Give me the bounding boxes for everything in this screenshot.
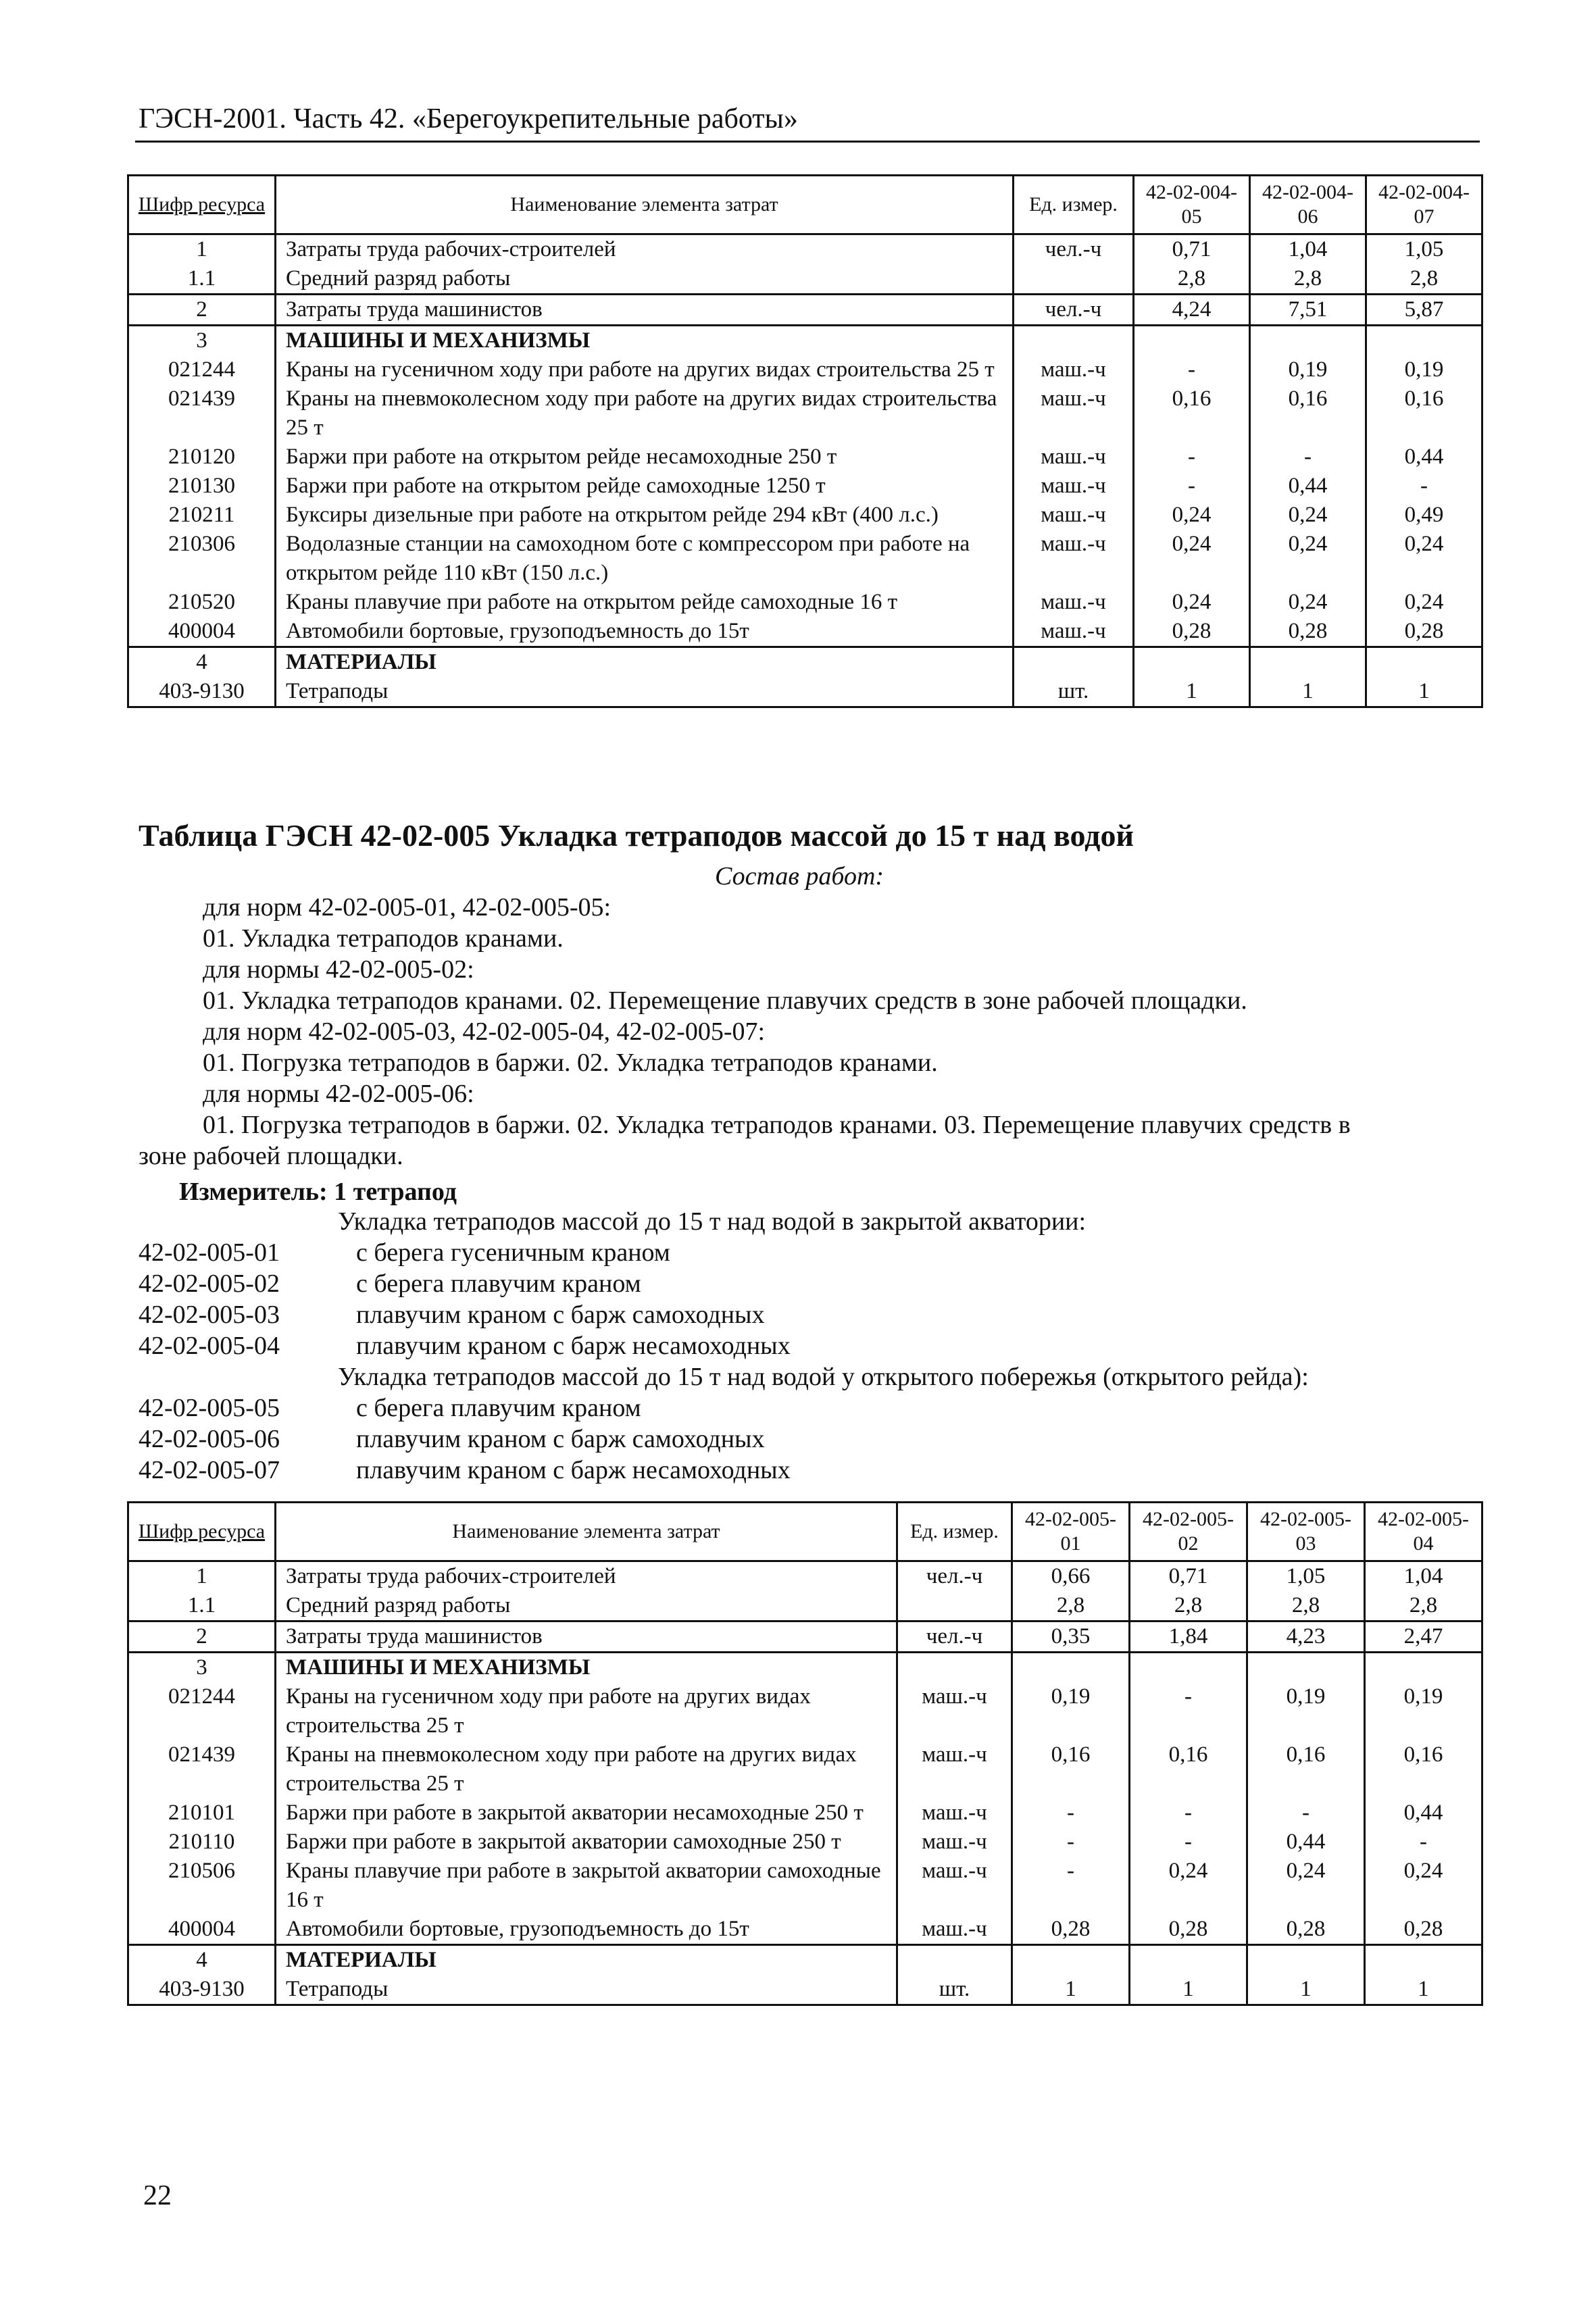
- norm-desc: плавучим краном с барж самоходных: [356, 1425, 765, 1453]
- row-value: 0,24: [1250, 588, 1366, 617]
- row-code: 021244: [128, 1682, 276, 1740]
- row-value: 1: [1012, 1975, 1130, 2005]
- row-value: 0,24: [1130, 1857, 1247, 1915]
- row-value: 0,24: [1134, 530, 1250, 588]
- row-value: 0,44: [1250, 472, 1366, 501]
- row-code: 403-9130: [128, 677, 276, 707]
- table-row: [128, 295, 1482, 326]
- norm-code: 42-02-005-06: [139, 1425, 280, 1453]
- row-code: 3: [128, 326, 276, 356]
- row-code: 210110: [128, 1828, 276, 1857]
- row-value: -: [1012, 1857, 1130, 1915]
- row-value: 1,05: [1247, 1561, 1365, 1592]
- row-value: 0,16: [1250, 384, 1366, 443]
- table-row: [128, 1621, 1482, 1653]
- row-name: Краны на пневмоколесном ходу при работе на других видах строительства 25 т: [276, 384, 1014, 443]
- row-unit: маш.-ч: [897, 1740, 1012, 1799]
- col-header-norm: 42-02-004-05: [1134, 176, 1250, 234]
- table-row: [128, 1682, 1482, 1740]
- row-code: 1: [128, 1561, 276, 1592]
- norm-group-title: Укладка тетраподов массой до 15 т над водой в закрытой акватории:: [338, 1207, 1087, 1236]
- row-value: 0,16: [1247, 1740, 1365, 1799]
- col-header-name: Наименование элемента затрат: [276, 1503, 897, 1561]
- row-value: 2,8: [1130, 1591, 1247, 1621]
- table-section-row: [128, 326, 1482, 356]
- row-value: 1: [1130, 1975, 1247, 2005]
- table-row: [128, 234, 1482, 265]
- table-header-row: [128, 1503, 1482, 1561]
- row-code: 2: [128, 1621, 276, 1653]
- row-unit: маш.-ч: [897, 1828, 1012, 1857]
- row-value: 0,19: [1012, 1682, 1130, 1740]
- table-row: [128, 1915, 1482, 1945]
- row-value: 4,23: [1247, 1621, 1365, 1653]
- row-value: -: [1012, 1828, 1130, 1857]
- row-value: 0,16: [1130, 1740, 1247, 1799]
- row-value: 0,28: [1366, 617, 1482, 647]
- norm-code: 42-02-005-01: [139, 1238, 280, 1267]
- row-value: 0,28: [1012, 1915, 1130, 1945]
- row-unit: маш.-ч: [1014, 617, 1134, 647]
- row-value: -: [1365, 1828, 1482, 1857]
- col-header-name: Наименование элемента затрат: [276, 176, 1014, 234]
- row-value: 2,8: [1247, 1591, 1365, 1621]
- row-value: 0,28: [1247, 1915, 1365, 1945]
- row-code: 400004: [128, 1915, 276, 1945]
- row-value: -: [1130, 1828, 1247, 1857]
- row-code: 210120: [128, 443, 276, 472]
- work-line: 01. Погрузка тетраподов в баржи. 02. Укладка тетраподов кранами. 03. Перемещение плавучих средств в: [203, 1111, 1351, 1139]
- row-code: 210211: [128, 501, 276, 530]
- row-unit: шт.: [1014, 677, 1134, 707]
- norm-desc: плавучим краном с барж несамоходных: [356, 1332, 791, 1360]
- work-line: для нормы 42-02-005-02:: [203, 955, 474, 984]
- row-value: 0,28: [1130, 1915, 1247, 1945]
- col-header-norm: 42-02-005-03: [1247, 1503, 1365, 1561]
- row-value: 0,19: [1366, 355, 1482, 384]
- row-unit: [1014, 264, 1134, 295]
- row-value: 1,04: [1365, 1561, 1482, 1592]
- row-name: Баржи при работе в закрытой акватории несамоходные 250 т: [276, 1799, 897, 1828]
- work-line: 01. Укладка тетраподов кранами. 02. Перемещение плавучих средств в зоне рабочей площадки.: [203, 986, 1247, 1015]
- norm-desc: плавучим краном с барж несамоходных: [356, 1456, 791, 1484]
- row-name: Затраты труда машинистов: [276, 1621, 897, 1653]
- row-unit: маш.-ч: [897, 1915, 1012, 1945]
- resource-table-004: [127, 174, 1483, 708]
- row-value: 0,44: [1366, 443, 1482, 472]
- table-row: [128, 1975, 1482, 2005]
- row-name: Тетраподы: [276, 677, 1014, 707]
- work-line: для норм 42-02-005-01, 42-02-005-05:: [203, 893, 612, 922]
- table-row: [128, 355, 1482, 384]
- row-value: 0,44: [1365, 1799, 1482, 1828]
- row-name: Автомобили бортовые, грузоподъемность до 15т: [276, 1915, 897, 1945]
- row-value: 4,24: [1134, 295, 1250, 326]
- row-code: 210506: [128, 1857, 276, 1915]
- work-line: для норм 42-02-005-03, 42-02-005-04, 42-02-005-07:: [203, 1017, 766, 1046]
- row-unit: чел.-ч: [897, 1621, 1012, 1653]
- table-row: [128, 588, 1482, 617]
- row-code: 4: [128, 1945, 276, 1976]
- table-row: [128, 264, 1482, 295]
- table-row: [128, 1561, 1482, 1592]
- row-value: 1: [1250, 677, 1366, 707]
- row-value: 0,24: [1250, 501, 1366, 530]
- row-unit: маш.-ч: [1014, 501, 1134, 530]
- row-unit: чел.-ч: [897, 1561, 1012, 1592]
- row-unit: маш.-ч: [1014, 530, 1134, 588]
- norm-desc: плавучим краном с барж самоходных: [356, 1301, 765, 1329]
- norm-desc: с берега плавучим краном: [356, 1269, 641, 1298]
- row-value: -: [1134, 472, 1250, 501]
- norm-desc: с берега плавучим краном: [356, 1394, 641, 1422]
- col-header-norm: 42-02-004-07: [1366, 176, 1482, 234]
- table-section-row: [128, 647, 1482, 678]
- table-section-row: [128, 1653, 1482, 1683]
- row-unit: маш.-ч: [897, 1682, 1012, 1740]
- work-line: 01. Укладка тетраподов кранами.: [203, 924, 564, 953]
- row-value: 0,16: [1366, 384, 1482, 443]
- row-value: 0,28: [1250, 617, 1366, 647]
- row-value: 2,8: [1134, 264, 1250, 295]
- col-header-unit: Ед. измер.: [897, 1503, 1012, 1561]
- row-value: -: [1134, 355, 1250, 384]
- row-value: 2,8: [1250, 264, 1366, 295]
- table-title: Таблица ГЭСН 42-02-005 Укладка тетраподов массой до 15 т над водой: [139, 818, 1134, 853]
- table-header-row: [128, 176, 1482, 234]
- row-code: 210101: [128, 1799, 276, 1828]
- row-value: 0,49: [1366, 501, 1482, 530]
- row-unit: шт.: [897, 1975, 1012, 2005]
- row-value: 0,66: [1012, 1561, 1130, 1592]
- row-unit: чел.-ч: [1014, 234, 1134, 265]
- row-name: Баржи при работе в закрытой акватории самоходные 250 т: [276, 1828, 897, 1857]
- work-composition-label: Состав работ:: [715, 862, 884, 890]
- row-value: 1,84: [1130, 1621, 1247, 1653]
- row-unit: маш.-ч: [1014, 355, 1134, 384]
- section-heading: МАШИНЫ И МЕХАНИЗМЫ: [276, 1653, 897, 1683]
- col-header-code: Шифр ресурса: [128, 1503, 276, 1561]
- row-value: 5,87: [1366, 295, 1482, 326]
- row-code: 1: [128, 234, 276, 265]
- row-value: 0,44: [1247, 1828, 1365, 1857]
- row-value: 2,8: [1012, 1591, 1130, 1621]
- row-value: 1: [1365, 1975, 1482, 2005]
- col-header-norm: 42-02-005-02: [1130, 1503, 1247, 1561]
- row-value: 1: [1247, 1975, 1365, 2005]
- page-header: ГЭСН-2001. Часть 42. «Берегоукрепительные работы»: [139, 103, 798, 134]
- row-name: Краны плавучие при работе в закрытой акватории самоходные 16 т: [276, 1857, 897, 1915]
- table-section-row: [128, 1945, 1482, 1976]
- row-unit: маш.-ч: [897, 1857, 1012, 1915]
- work-line: для нормы 42-02-005-06:: [203, 1080, 474, 1108]
- table-row: [128, 472, 1482, 501]
- norm-code: 42-02-005-05: [139, 1394, 280, 1422]
- row-value: -: [1130, 1799, 1247, 1828]
- row-value: -: [1250, 443, 1366, 472]
- row-value: 0,71: [1134, 234, 1250, 265]
- row-name: Краны плавучие при работе на открытом рейде самоходные 16 т: [276, 588, 1014, 617]
- row-value: 1: [1366, 677, 1482, 707]
- row-name: Баржи при работе на открытом рейде несамоходные 250 т: [276, 443, 1014, 472]
- row-value: 0,16: [1012, 1740, 1130, 1799]
- row-unit: маш.-ч: [1014, 384, 1134, 443]
- row-code: 210306: [128, 530, 276, 588]
- section-heading: МАТЕРИАЛЫ: [276, 647, 1014, 678]
- work-line: 01. Погрузка тетраподов в баржи. 02. Укладка тетраподов кранами.: [203, 1049, 938, 1077]
- norm-code: 42-02-005-02: [139, 1269, 280, 1298]
- row-code: 1.1: [128, 1591, 276, 1621]
- row-name: Средний разряд работы: [276, 1591, 897, 1621]
- row-value: -: [1366, 472, 1482, 501]
- work-line: зоне рабочей площадки.: [139, 1142, 403, 1170]
- header-rule: [135, 141, 1480, 143]
- section-heading: МАШИНЫ И МЕХАНИЗМЫ: [276, 326, 1014, 356]
- col-header-unit: Ед. измер.: [1014, 176, 1134, 234]
- row-value: 0,24: [1247, 1857, 1365, 1915]
- row-value: 0,24: [1134, 501, 1250, 530]
- row-name: Краны на гусеничном ходу при работе на других видах строительства 25 т: [276, 1682, 897, 1740]
- row-value: -: [1130, 1682, 1247, 1740]
- row-value: 0,16: [1134, 384, 1250, 443]
- row-code: 210520: [128, 588, 276, 617]
- row-unit: [897, 1591, 1012, 1621]
- col-header-code: Шифр ресурса: [128, 176, 276, 234]
- row-name: Автомобили бортовые, грузоподъемность до 15т: [276, 617, 1014, 647]
- row-value: 2,47: [1365, 1621, 1482, 1653]
- table-row: [128, 384, 1482, 443]
- row-name: Краны на пневмоколесном ходу при работе на других видах строительства 25 т: [276, 1740, 897, 1799]
- row-name: Водолазные станции на самоходном боте с компрессором при работе на открытом рейде 110 кВт (150 л.с.): [276, 530, 1014, 588]
- row-value: 0,16: [1365, 1740, 1482, 1799]
- row-code: 2: [128, 295, 276, 326]
- row-name: Затраты труда рабочих-строителей: [276, 234, 1014, 265]
- row-unit: маш.-ч: [1014, 588, 1134, 617]
- row-name: Буксиры дизельные при работе на открытом рейде 294 кВт (400 л.с.): [276, 501, 1014, 530]
- row-unit: маш.-ч: [897, 1799, 1012, 1828]
- meter: Измеритель: 1 тетрапод: [179, 1178, 457, 1206]
- row-value: 0,28: [1134, 617, 1250, 647]
- table-row: [128, 530, 1482, 588]
- row-code: 210130: [128, 472, 276, 501]
- table-row: [128, 501, 1482, 530]
- row-value: 2,8: [1366, 264, 1482, 295]
- norm-code: 42-02-005-07: [139, 1456, 280, 1484]
- row-value: 7,51: [1250, 295, 1366, 326]
- row-value: 0,24: [1365, 1857, 1482, 1915]
- row-value: 1: [1134, 677, 1250, 707]
- row-unit: чел.-ч: [1014, 295, 1134, 326]
- norm-code: 42-02-005-03: [139, 1301, 280, 1329]
- row-code: 3: [128, 1653, 276, 1683]
- row-code: 400004: [128, 617, 276, 647]
- row-value: 2,8: [1365, 1591, 1482, 1621]
- table-row: [128, 1857, 1482, 1915]
- row-value: 0,24: [1134, 588, 1250, 617]
- row-value: -: [1247, 1799, 1365, 1828]
- table-row: [128, 677, 1482, 707]
- row-value: 0,35: [1012, 1621, 1130, 1653]
- row-value: 0,24: [1366, 588, 1482, 617]
- row-name: Затраты труда машинистов: [276, 295, 1014, 326]
- row-value: 0,24: [1250, 530, 1366, 588]
- row-name: Тетраподы: [276, 1975, 897, 2005]
- table-row: [128, 1591, 1482, 1621]
- row-code: 021439: [128, 384, 276, 443]
- row-value: 0,19: [1250, 355, 1366, 384]
- table-row: [128, 1740, 1482, 1799]
- row-code: 1.1: [128, 264, 276, 295]
- row-value: -: [1012, 1799, 1130, 1828]
- page-number: 22: [143, 2180, 172, 2211]
- row-name: Средний разряд работы: [276, 264, 1014, 295]
- norm-desc: с берега гусеничным краном: [356, 1238, 670, 1267]
- row-value: -: [1134, 443, 1250, 472]
- table-row: [128, 1828, 1482, 1857]
- row-value: 1,04: [1250, 234, 1366, 265]
- row-value: 0,19: [1247, 1682, 1365, 1740]
- col-header-norm: 42-02-005-01: [1012, 1503, 1130, 1561]
- table-row: [128, 443, 1482, 472]
- row-name: Краны на гусеничном ходу при работе на других видах строительства 25 т: [276, 355, 1014, 384]
- col-header-norm: 42-02-004-06: [1250, 176, 1366, 234]
- row-code: 021244: [128, 355, 276, 384]
- norm-code: 42-02-005-04: [139, 1332, 280, 1360]
- row-value: 0,28: [1365, 1915, 1482, 1945]
- row-value: 0,24: [1366, 530, 1482, 588]
- row-code: 4: [128, 647, 276, 678]
- row-unit: маш.-ч: [1014, 472, 1134, 501]
- row-unit: маш.-ч: [1014, 443, 1134, 472]
- resource-table-005: [127, 1501, 1483, 2006]
- row-value: 0,71: [1130, 1561, 1247, 1592]
- row-value: 0,19: [1365, 1682, 1482, 1740]
- row-code: 021439: [128, 1740, 276, 1799]
- norm-group-title: Укладка тетраподов массой до 15 т над водой у открытого побережья (открытого рейда):: [338, 1363, 1309, 1391]
- row-code: 403-9130: [128, 1975, 276, 2005]
- row-name: Затраты труда рабочих-строителей: [276, 1561, 897, 1592]
- row-value: 1,05: [1366, 234, 1482, 265]
- table-row: [128, 1799, 1482, 1828]
- row-name: Баржи при работе на открытом рейде самоходные 1250 т: [276, 472, 1014, 501]
- section-heading: МАТЕРИАЛЫ: [276, 1945, 897, 1976]
- table-row: [128, 617, 1482, 647]
- col-header-norm: 42-02-005-04: [1365, 1503, 1482, 1561]
